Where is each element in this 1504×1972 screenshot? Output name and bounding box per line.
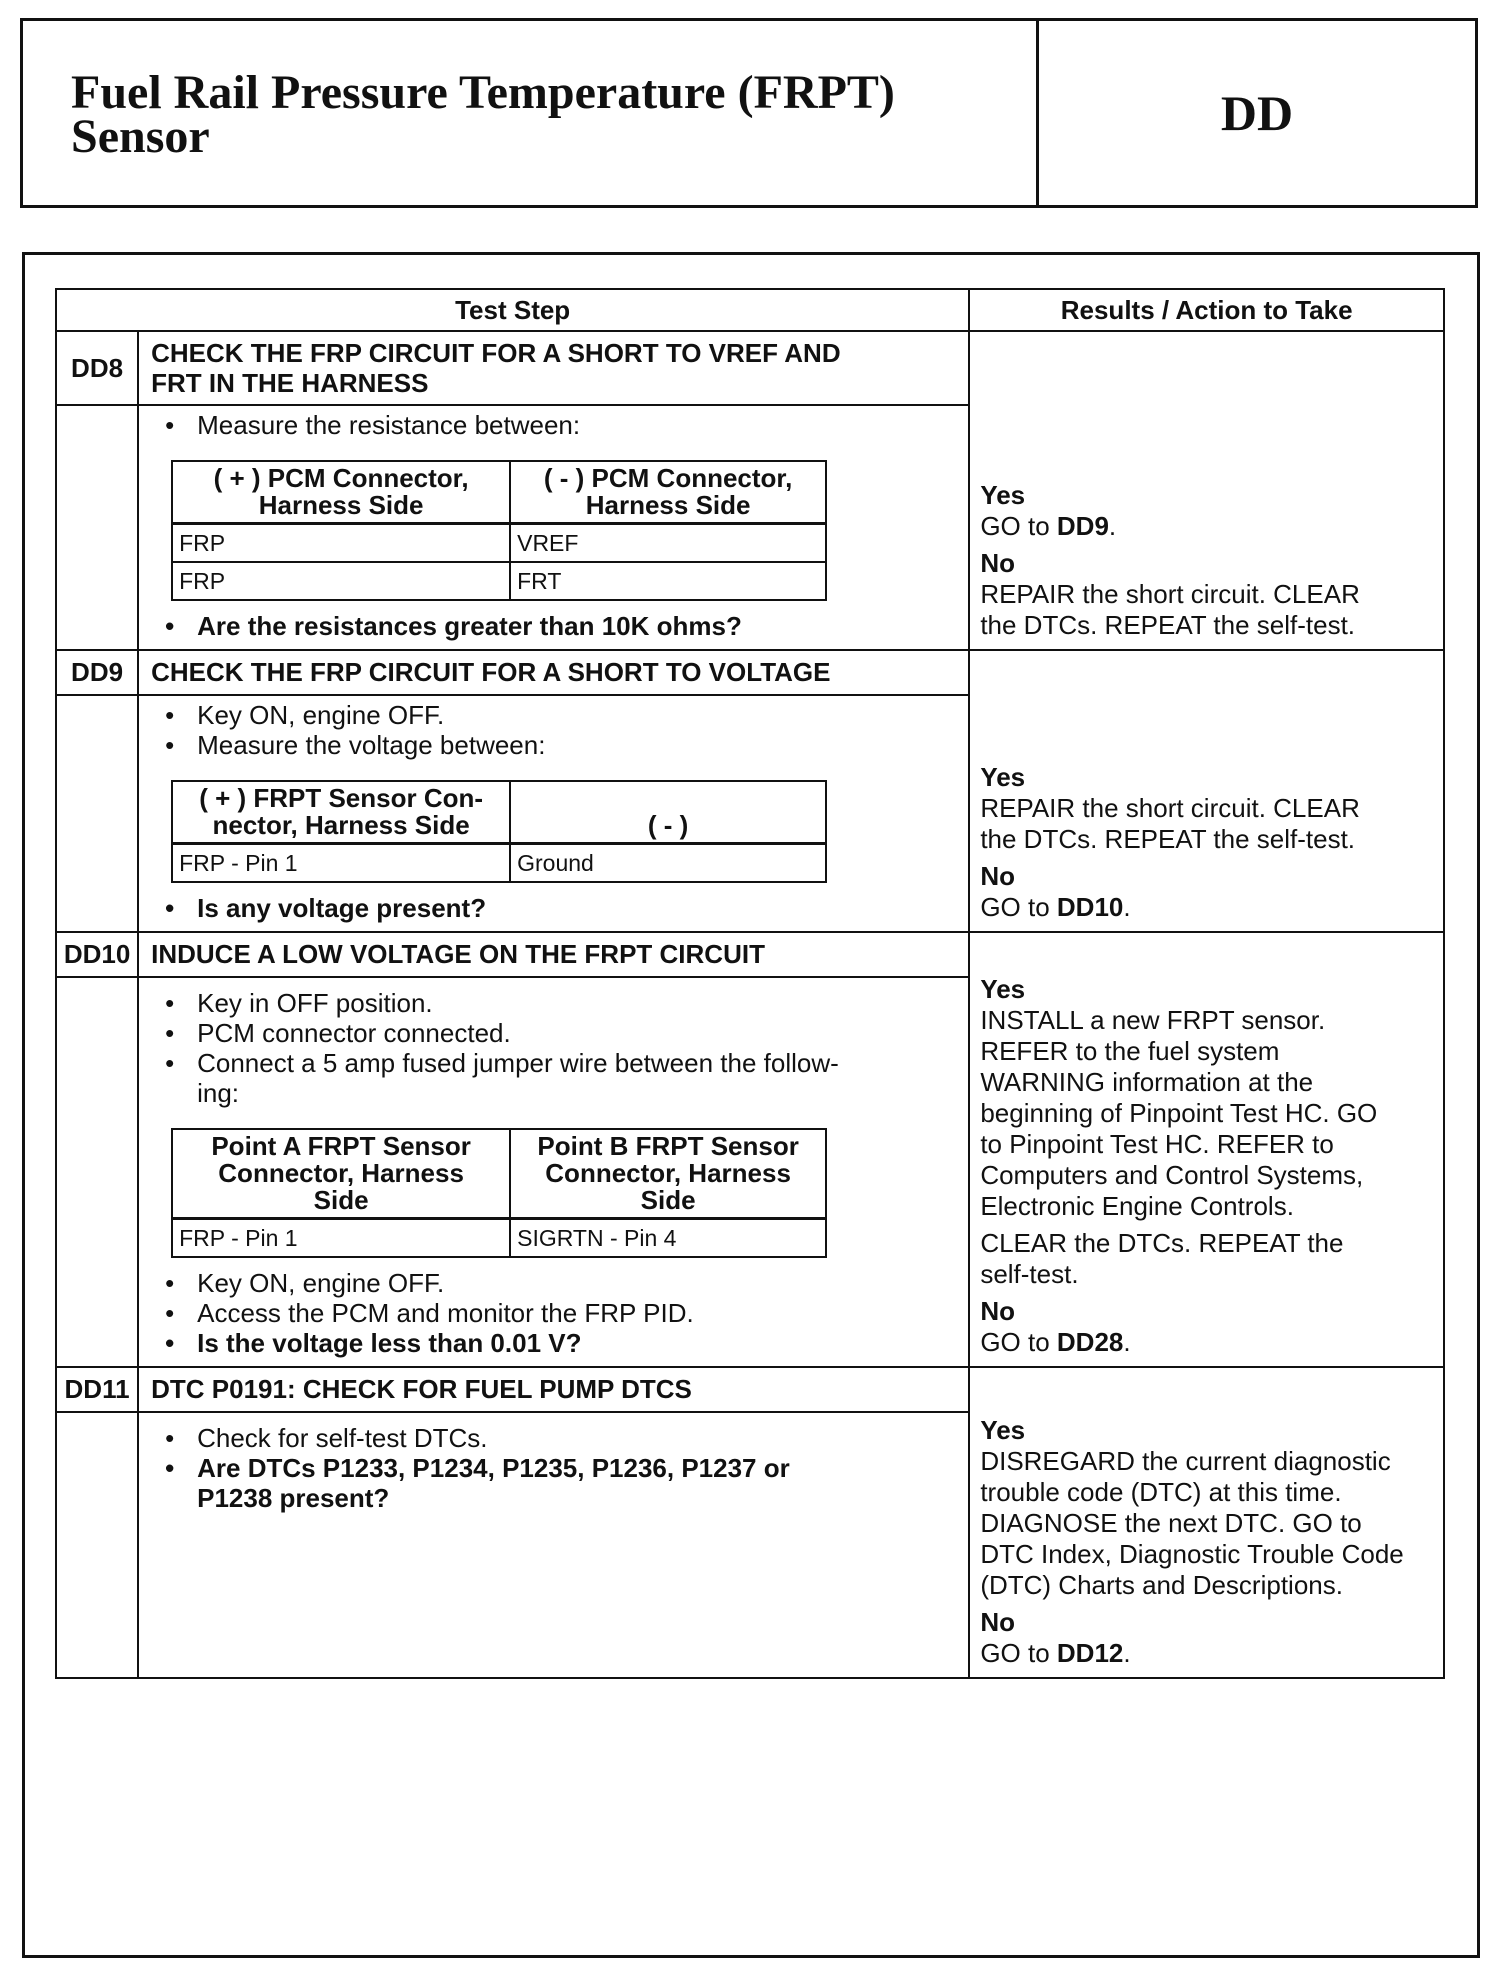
- instruction: • Key in OFF position.: [151, 988, 954, 1018]
- yes-action-line: Computers and Control Systems,: [980, 1160, 1364, 1190]
- goto-link[interactable]: DD28: [1056, 1327, 1124, 1357]
- table-cell: FRT: [510, 562, 826, 600]
- step-title-line: CHECK THE FRP CIRCUIT FOR A SHORT TO VOLTAGE: [151, 657, 831, 687]
- step-title: [138, 650, 969, 695]
- yes-action-line: trouble code (DTC) at this time.: [980, 1477, 1342, 1507]
- step-id-spacer: [56, 695, 138, 932]
- instruction: • Measure the resistance between:: [151, 410, 954, 440]
- yes-action-line: (DTC) Charts and Descriptions.: [980, 1570, 1343, 1600]
- yes-label: Yes: [980, 1415, 1026, 1445]
- test-step-header: Test Step: [56, 289, 969, 331]
- step-title-line: DTC P0191: CHECK FOR FUEL PUMP DTCS: [151, 1374, 692, 1404]
- yes-label: Yes: [980, 974, 1026, 1004]
- instruction: • Key ON, engine OFF.: [151, 1268, 954, 1298]
- connector-header: ( - ): [510, 781, 826, 844]
- yes-action-line: beginning of Pinpoint Test HC. GO: [980, 1098, 1378, 1128]
- title-line-2: Sensor: [71, 110, 210, 163]
- step-title-line: INDUCE A LOW VOLTAGE ON THE FRPT CIRCUIT: [151, 939, 765, 969]
- table-cell: Ground: [510, 844, 826, 883]
- goto-link[interactable]: DD12: [1056, 1638, 1124, 1668]
- step-id-spacer: [56, 405, 138, 650]
- page-header: [20, 18, 1478, 208]
- step-title: [138, 1367, 969, 1412]
- no-label: No: [980, 861, 1015, 891]
- title-line-1: Fuel Rail Pressure Temperature (FRPT): [71, 66, 895, 119]
- step-id-spacer: [56, 1412, 138, 1678]
- yes-action-line: DTC Index, Diagnostic Trouble Code: [980, 1539, 1404, 1569]
- table-row: [172, 524, 826, 563]
- step-body: [138, 977, 969, 1367]
- yes-action-line: REPAIR the short circuit. CLEAR: [980, 793, 1360, 823]
- table-cell: FRP - Pin 1: [172, 844, 510, 883]
- step-title-line: CHECK THE FRP CIRCUIT FOR A SHORT TO VREF AND: [151, 338, 841, 368]
- yes-action-line: Electronic Engine Controls.: [980, 1191, 1294, 1221]
- step-title: [138, 331, 969, 405]
- goto-link[interactable]: DD10: [1056, 892, 1124, 922]
- no-label: No: [980, 1607, 1015, 1637]
- instruction: • Connect a 5 amp fused jumper wire between the follow- ing:: [151, 1048, 954, 1108]
- page-title: [23, 21, 1039, 205]
- table-cell: SIGRTN - Pin 4: [510, 1219, 826, 1258]
- table-cell: FRP - Pin 1: [172, 1219, 510, 1258]
- step-id-spacer: [56, 977, 138, 1367]
- step-dd10-title-row: [56, 932, 1444, 977]
- instruction: • Key ON, engine OFF.: [151, 700, 954, 730]
- yes-action-line: REFER to the fuel system: [980, 1036, 1280, 1066]
- yes-action-line: WARNING information at the: [980, 1067, 1314, 1097]
- question: • Are DTCs P1233, P1234, P1235, P1236, P1237 or P1238 present?: [151, 1453, 954, 1513]
- yes-action: GO to DD9.: [980, 511, 1117, 541]
- question: • Are the resistances greater than 10K ohms?: [151, 611, 954, 641]
- step-dd11-title-row: [56, 1367, 1444, 1412]
- yes-label: Yes: [980, 762, 1026, 792]
- connector-table: [171, 780, 827, 883]
- step-id: DD11: [56, 1367, 138, 1412]
- yes-label: Yes: [980, 480, 1026, 510]
- results-header: Results / Action to Take: [969, 289, 1444, 331]
- step-dd9-title-row: [56, 650, 1444, 695]
- step-id: DD9: [56, 650, 138, 695]
- table-cell: VREF: [510, 524, 826, 563]
- yes-action-line: DIAGNOSE the next DTC. GO to: [980, 1508, 1362, 1538]
- instruction: • PCM connector connected.: [151, 1018, 954, 1048]
- table-row: [172, 1219, 826, 1258]
- step-title: [138, 932, 969, 977]
- no-action: GO to DD12.: [980, 1638, 1131, 1668]
- connector-header: Point A FRPT Sensor Connector, Harness Side: [172, 1129, 510, 1219]
- instruction: • Measure the voltage between:: [151, 730, 954, 760]
- pinpoint-test-table: [55, 288, 1445, 1679]
- goto-link[interactable]: DD9: [1056, 511, 1109, 541]
- no-label: No: [980, 548, 1015, 578]
- step-title-line: FRT IN THE HARNESS: [151, 368, 429, 398]
- connector-header: ( + ) PCM Connector, Harness Side: [172, 461, 510, 524]
- instruction: • Check for self-test DTCs.: [151, 1423, 954, 1453]
- connector-header: Point B FRPT Sensor Connector, Harness Side: [510, 1129, 826, 1219]
- yes-action-line: to Pinpoint Test HC. REFER to: [980, 1129, 1334, 1159]
- step-results: [969, 1367, 1444, 1678]
- yes-action-line: DISREGARD the current diagnostic: [980, 1446, 1391, 1476]
- yes-action-line: CLEAR the DTCs. REPEAT the: [980, 1228, 1344, 1258]
- step-results: [969, 650, 1444, 932]
- yes-action-line: self-test.: [980, 1259, 1079, 1289]
- table-cell: FRP: [172, 562, 510, 600]
- step-body: [138, 405, 969, 650]
- connector-table: [171, 1128, 827, 1258]
- connector-header: ( - ) PCM Connector, Harness Side: [510, 461, 826, 524]
- instruction: • Access the PCM and monitor the FRP PID.: [151, 1298, 954, 1328]
- table-row: [172, 562, 826, 600]
- step-dd8-title-row: [56, 331, 1444, 405]
- step-body: [138, 695, 969, 932]
- no-label: No: [980, 1296, 1015, 1326]
- table-header-row: [56, 289, 1444, 331]
- table-row: [172, 844, 826, 883]
- step-id: DD10: [56, 932, 138, 977]
- yes-action-line: INSTALL a new FRPT sensor.: [980, 1005, 1326, 1035]
- yes-action-line: the DTCs. REPEAT the self-test.: [980, 824, 1356, 854]
- step-results: [969, 932, 1444, 1367]
- no-action-line: REPAIR the short circuit. CLEAR: [980, 579, 1360, 609]
- connector-header: ( + ) FRPT Sensor Con- nector, Harness Side: [172, 781, 510, 844]
- table-cell: FRP: [172, 524, 510, 563]
- question: • Is the voltage less than 0.01 V?: [151, 1328, 954, 1358]
- question: • Is any voltage present?: [151, 893, 954, 923]
- step-results: [969, 331, 1444, 650]
- connector-table: [171, 460, 827, 601]
- step-body: [138, 1412, 969, 1678]
- no-action: GO to DD28.: [980, 1327, 1131, 1357]
- no-action: GO to DD10.: [980, 892, 1131, 922]
- step-id: DD8: [56, 331, 138, 405]
- no-action-line: the DTCs. REPEAT the self-test.: [980, 610, 1356, 640]
- section-code: DD: [1220, 85, 1294, 141]
